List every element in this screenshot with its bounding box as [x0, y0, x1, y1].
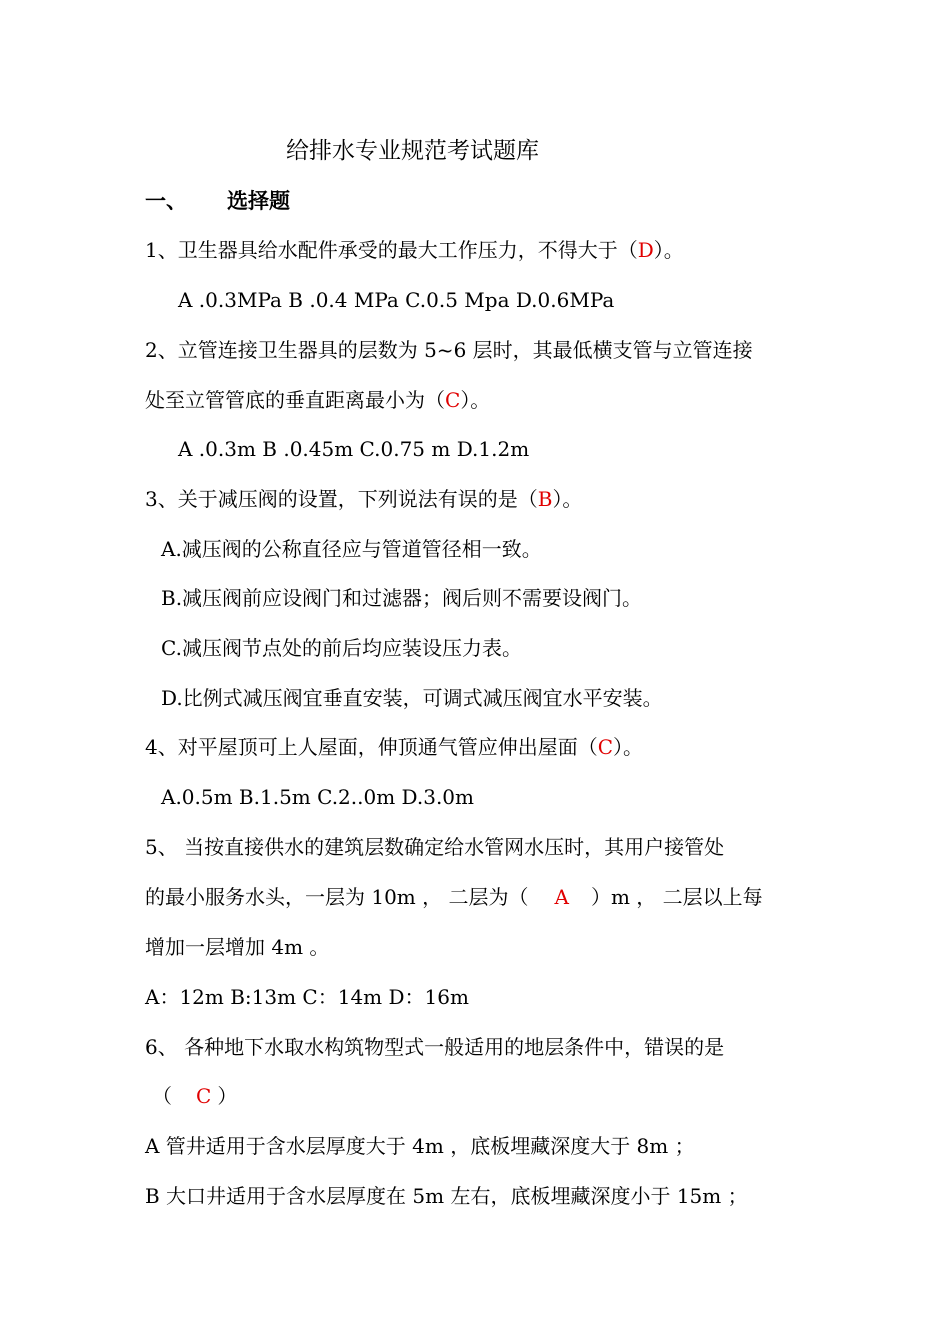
question-4-end: ）。	[613, 735, 644, 759]
section-label: 选择题	[227, 189, 290, 213]
question-6-answer: C	[196, 1084, 212, 1108]
question-2-end: ）。	[460, 388, 491, 412]
question-4-text: 4、对平屋顶可上人屋面，伸顶通气管应伸出屋面（	[145, 735, 598, 759]
question-3-option-c: C.减压阀节点处的前后均应装设压力表。	[161, 636, 522, 660]
question-1-end: ）。	[653, 238, 684, 262]
question-2-answer: C	[445, 388, 461, 412]
question-5-text-after: ）m ， 二层以上每	[590, 885, 763, 909]
question-1-options: A .0.3MPa B .0.4 MPa C.0.5 Mpa D.0.6MPa	[178, 288, 615, 312]
question-6-option-b: B 大口井适用于含水层厚度在 5m 左右，底板埋藏深度小于 15m ；	[145, 1184, 748, 1208]
question-2-line-2	[145, 386, 490, 414]
question-6-close: ）	[217, 1084, 238, 1108]
question-3-end: ）。	[552, 487, 583, 511]
question-6-option-a: A 管井适用于含水层厚度大于 4m ，底板埋藏深度大于 8m ；	[145, 1134, 695, 1158]
question-3-option-d: D.比例式减压阀宜垂直安装，可调式减压阀宜水平安装。	[161, 686, 663, 710]
question-5-options: A：12m B:13m C：14m D：16m	[145, 985, 469, 1009]
question-2-text: 处至立管管底的垂直距离最小为（	[145, 388, 445, 412]
question-6-line-2	[152, 1082, 237, 1110]
question-2-line-1: 2、立管连接卫生器具的层数为 5~6 层时，其最低横支管与立管连接	[145, 338, 753, 362]
question-4	[145, 733, 643, 761]
question-4-options: A.0.5m B.1.5m C.2..0m D.3.0m	[161, 785, 474, 809]
question-1	[145, 236, 684, 264]
page-title: 给排水专业规范考试题库	[286, 138, 539, 164]
section-heading	[145, 187, 290, 215]
question-5-answer: A	[554, 885, 569, 909]
question-5-text: 的最小服务水头，一层为 10m ， 二层为（	[145, 885, 529, 909]
question-3	[145, 485, 582, 513]
question-6-open: （	[152, 1084, 172, 1108]
section-number: 一、	[145, 189, 187, 213]
question-2-options: A .0.3m B .0.45m C.0.75 m D.1.2m	[178, 437, 530, 461]
question-5-line-2	[145, 883, 763, 911]
question-5-line-3: 增加一层增加 4m 。	[145, 935, 330, 959]
question-3-option-a: A.减压阀的公称直径应与管道管径相一致。	[161, 537, 542, 561]
question-3-option-b: B.减压阀前应设阀门和过滤器；阀后则不需要设阀门。	[161, 586, 643, 610]
question-6-line-1: 6、 各种地下水取水构筑物型式一般适用的地层条件中，错误的是	[145, 1035, 725, 1059]
question-1-text: 1、卫生器具给水配件承受的最大工作压力，不得大于（	[145, 238, 638, 262]
question-4-answer: C	[597, 735, 614, 759]
question-5-line-1: 5、 当按直接供水的建筑层数确定给水管网水压时，其用户接管处	[145, 835, 725, 859]
question-1-answer: D	[637, 238, 654, 262]
question-3-answer: B	[537, 487, 553, 511]
question-3-text: 3、关于减压阀的设置，下列说法有误的是（	[145, 487, 538, 511]
